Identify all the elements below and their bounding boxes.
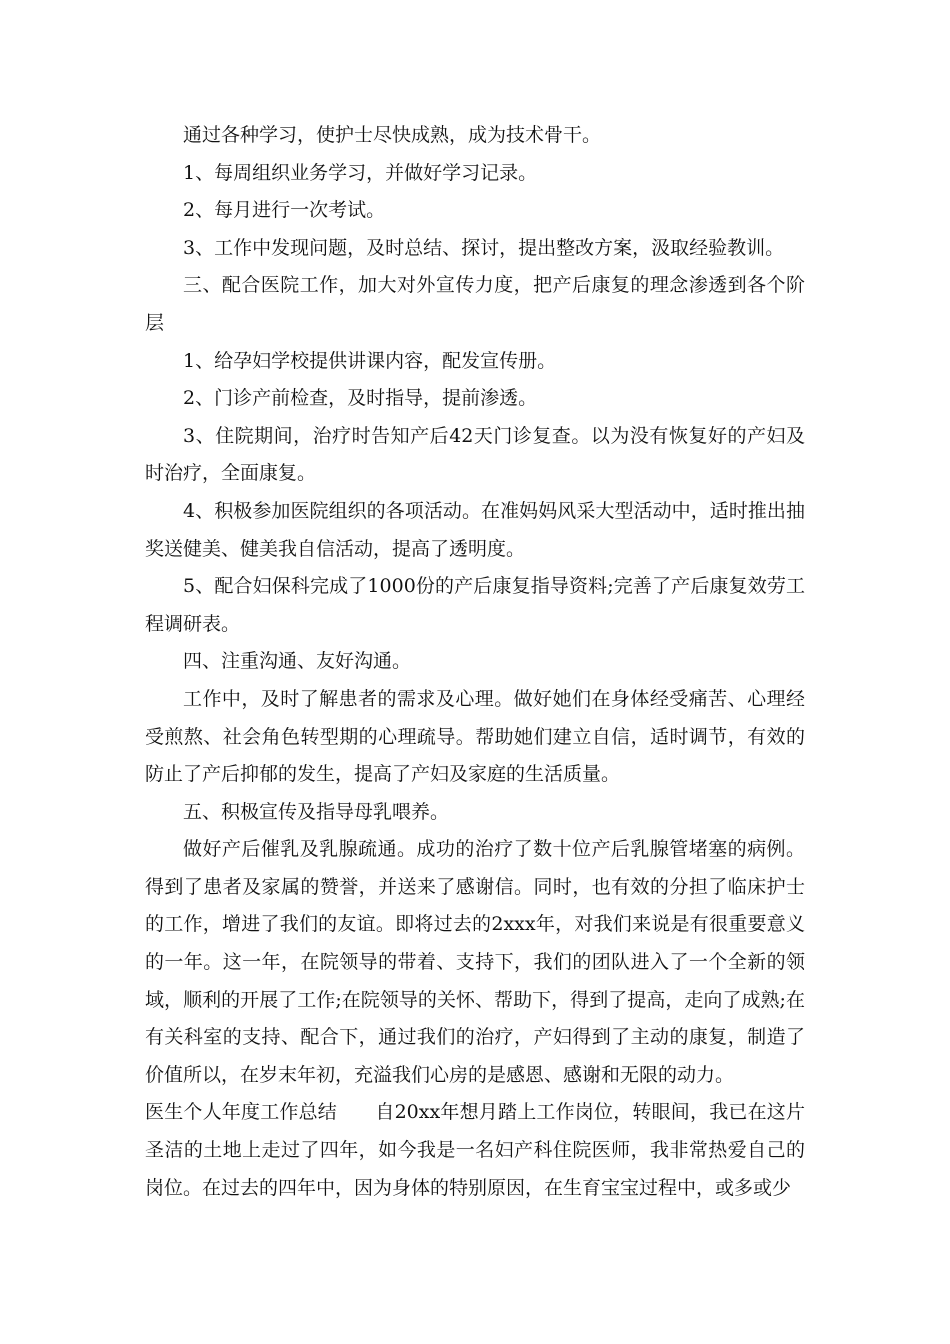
paragraph: 工作中，及时了解患者的需求及心理。做好她们在身体经受痛苦、心理经受煎熬、社会角色转型期的心理疏导。帮助她们建立自信，适时调节，有效的防止了产后抑郁的发生，提高了产妇及家庭的生活质量。: [145, 687, 805, 786]
section-heading: 三、配合医院工作，加大对外宣传力度，把产后康复的理念渗透到各个阶层: [145, 274, 805, 334]
section-heading: 五、积极宣传及指导母乳喂养。: [183, 800, 450, 823]
paragraph: 医生个人年度工作总结 自20xx年想月踏上工作岗位，转眼间，我已在这片圣洁的土地上走过了四年，如今我是一名妇产科住院医师，我非常热爱自己的岗位。在过去的四年中，因为身体的特别原因，在生育宝宝过程中，或多或少: [145, 1101, 805, 1199]
paragraph: 5、配合妇保科完成了1000份的产后康复指导资料;完善了产后康复效劳工程调研表。: [145, 575, 805, 635]
paragraph: 2、门诊产前检查，及时指导，提前渗透。: [183, 387, 538, 410]
section-heading: 四、注重沟通、友好沟通。: [183, 650, 412, 673]
paragraph: 通过各种学习，使护士尽快成熟，成为技术骨干。: [183, 124, 602, 146]
paragraph: 3、住院期间，治疗时告知产后42天门诊复查。以为没有恢复好的产妇及时治疗，全面康复。: [145, 424, 805, 485]
document-page: [145, 117, 805, 1207]
paragraph: 做好产后催乳及乳腺疏通。成功的治疗了数十位产后乳腺管堵塞的病例。得到了患者及家属的赞誉，并送来了感谢信。同时，也有效的分担了临床护士的工作，增进了我们的友谊。即将过去的2xxx年，对我们来说是有很重要意义的一年。这一年，在院领导的带着、支持下，我们的团队进入了一个全新的领域，顺利的开展了工作;在院领导的关怀、帮助下，得到了提高，走向了成熟;在有关科室的支持、配合下，通过我们的治疗，产妇得到了主动的康复，制造了价值所以，在岁末年初，充溢我们心房的是感恩、感谢和无限的动力。: [145, 838, 805, 1086]
paragraph: 2、每月进行一次考试。: [183, 199, 386, 222]
paragraph: 4、积极参加医院组织的各项活动。在准妈妈风采大型活动中，适时推出抽奖送健美、健美我自信活动，提高了透明度。: [145, 499, 805, 560]
paragraph: 3、工作中发现问题，及时总结、探讨，提出整改方案，汲取经验教训。: [183, 236, 785, 259]
paragraph: 1、每周组织业务学习，并做好学习记录。: [183, 161, 538, 184]
paragraph: 1、给孕妇学校提供讲课内容，配发宣传册。: [183, 349, 557, 372]
